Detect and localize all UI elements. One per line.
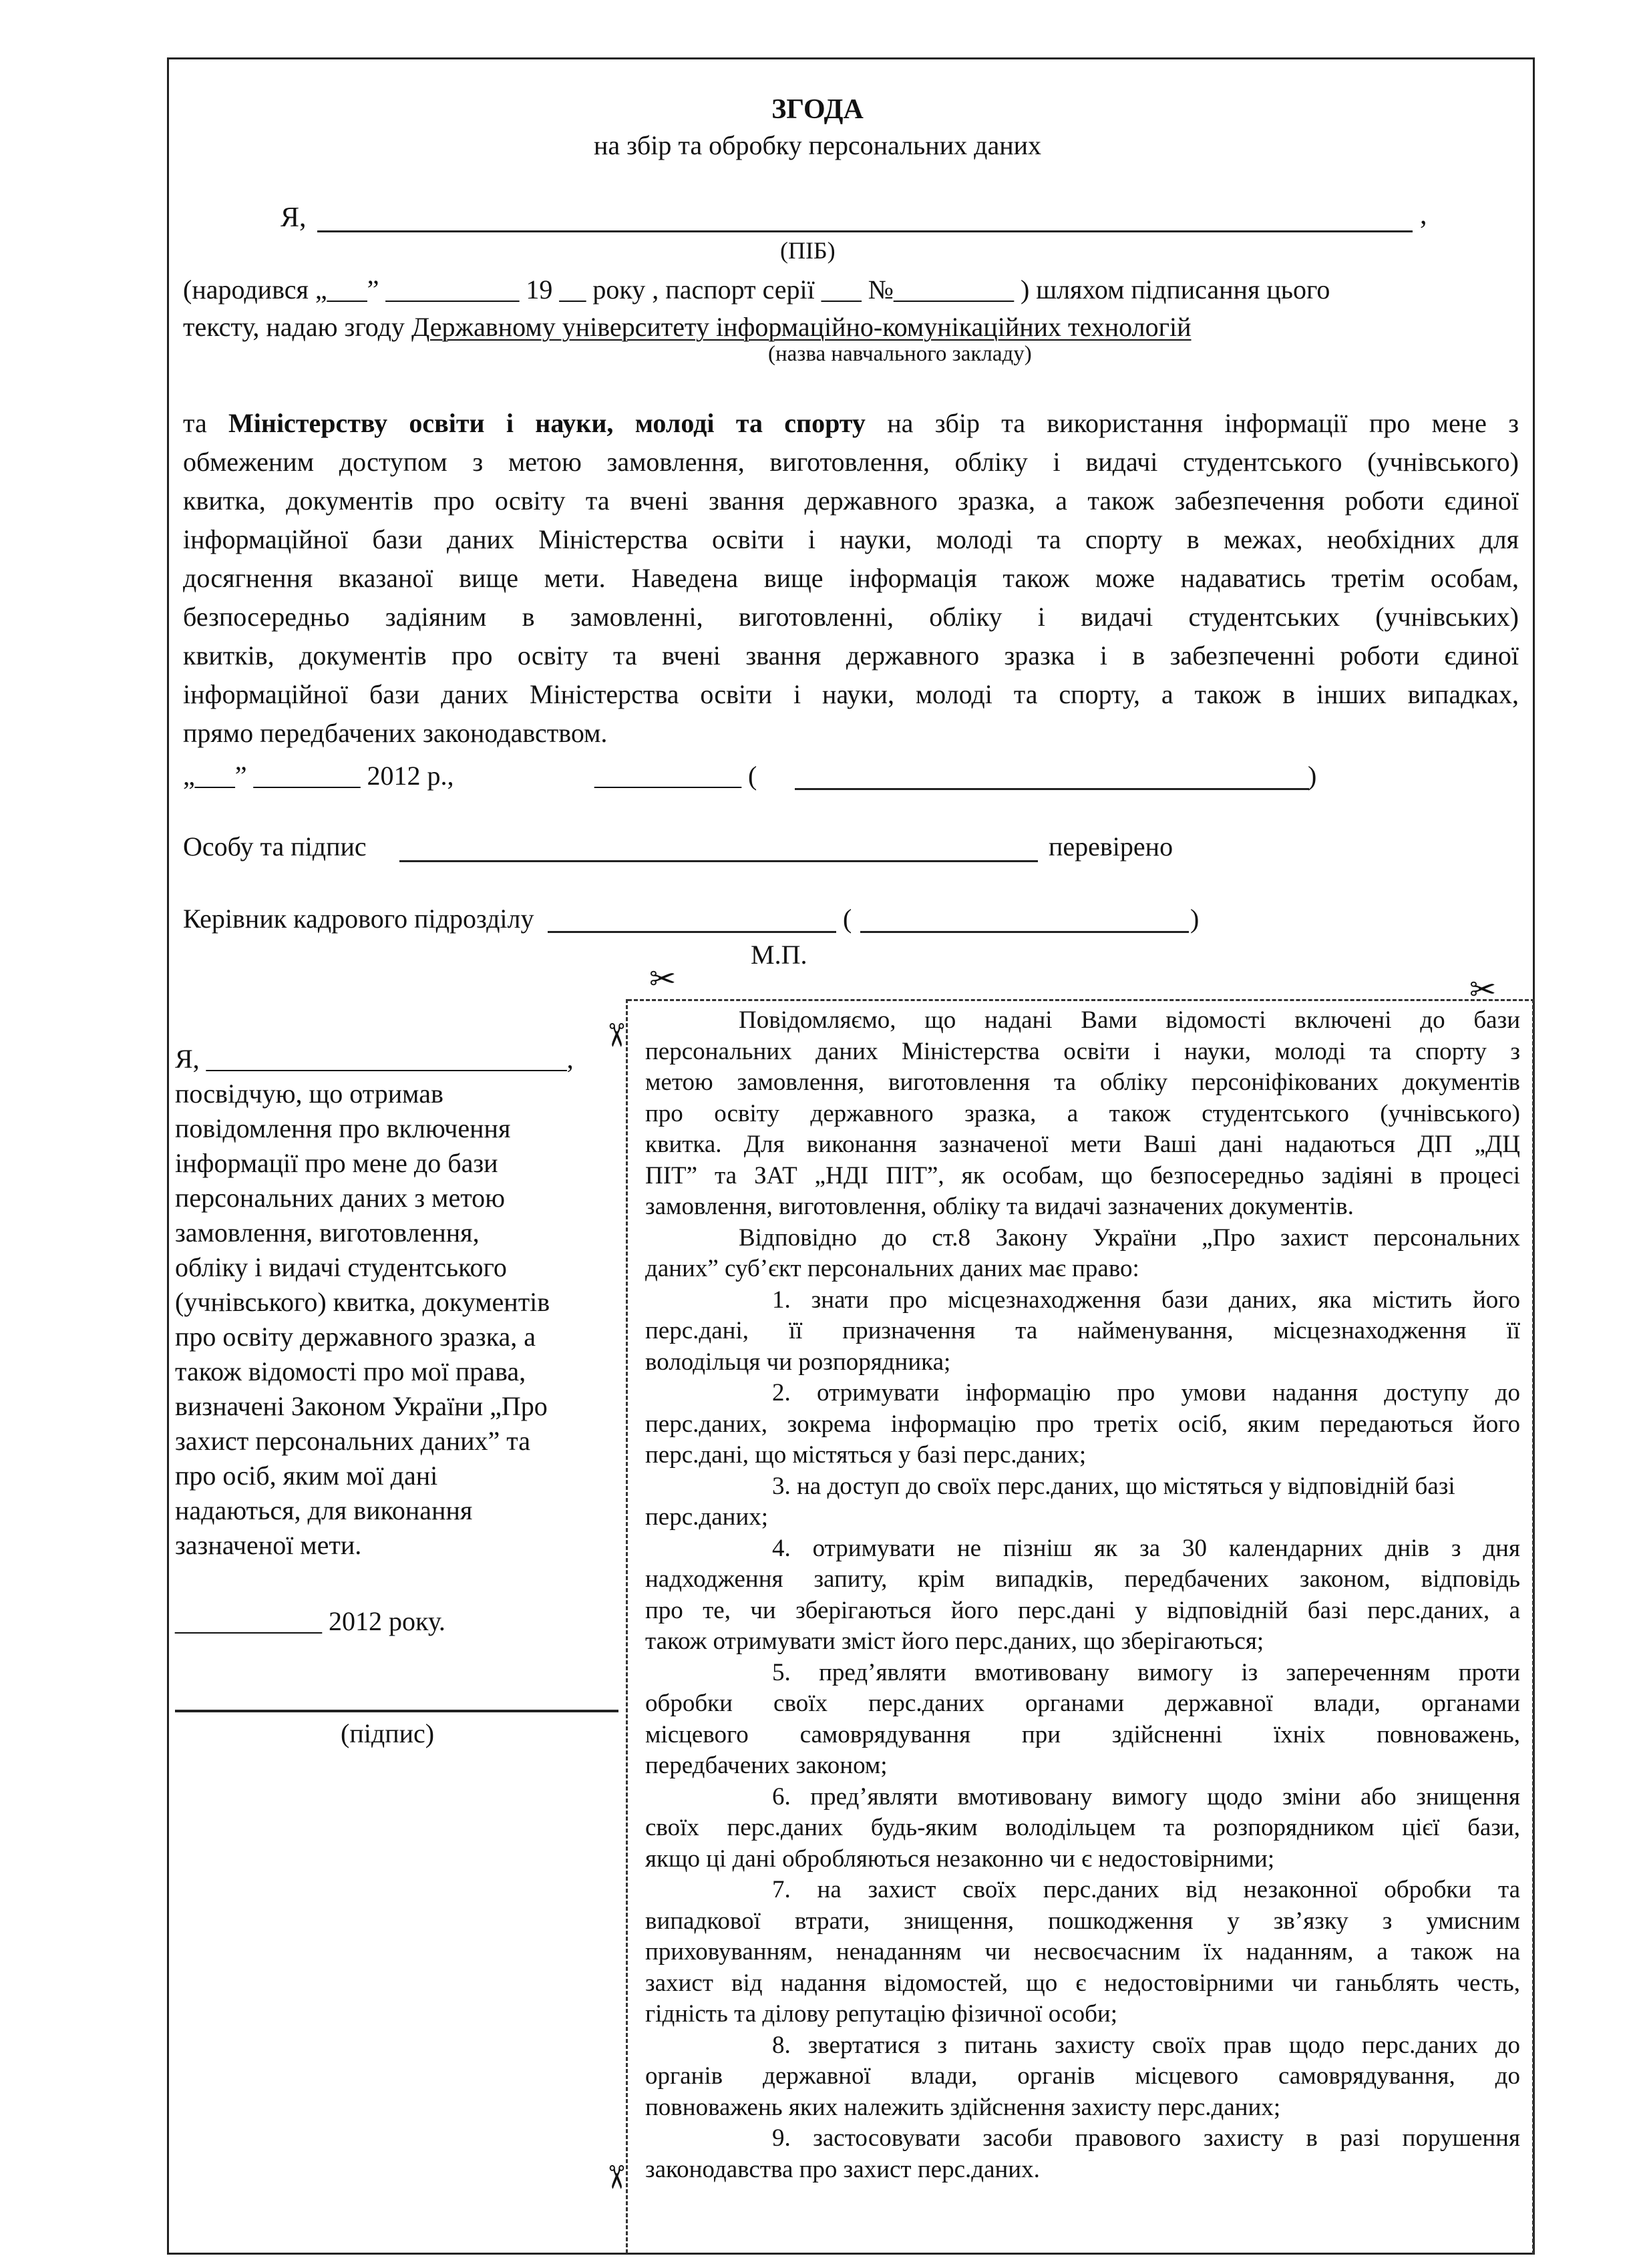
notice-text — [645, 1005, 1520, 2185]
document-title: ЗГОДА — [771, 94, 864, 125]
institution-caption: (назва навчального закладу) — [768, 342, 1032, 366]
hr-head-open: ( — [843, 904, 852, 934]
scissors-icon: ✂ — [597, 1021, 635, 1049]
notice-line: приховуванням, ненаданням чи несвоєчасним їх наданням, а також на — [645, 1938, 1520, 1965]
notice-line: замовлення, виготовлення, обліку та видачі зазначених документів. — [645, 1193, 1354, 1220]
scissors-icon: ✂ — [649, 960, 677, 998]
consent-line: тексту, надаю згоду Державному університету інформаційно-комунікаційних технологій — [183, 312, 1192, 342]
notice-line: квитка. Для виконання зазначеної мети Ваші дані надаються ДП „ДЦ — [645, 1131, 1520, 1158]
institution-name: Державному університету інформаційно-комунікаційних технологій — [411, 312, 1192, 342]
notice-line: Відповідно до ст.8 Закону України „Про захист персональних — [739, 1223, 1520, 1252]
name-suffix: , — [1420, 200, 1427, 230]
notice-line: володільця чи розпорядника; — [645, 1348, 951, 1376]
ministry-name: Міністерству освіти і науки, молоді та спорту — [228, 408, 866, 438]
notice-line: про те, чи зберігаються його перс.дані у відповідній базі перс.даних, а — [645, 1596, 1520, 1624]
scissors-icon: ✂ — [597, 2163, 635, 2191]
notice-line: 4. отримувати не пізніш як за 30 календарних днів з дня — [772, 1534, 1520, 1562]
notice-line: 1. знати про місцезнаходження бази даних, яка містить його — [772, 1286, 1520, 1314]
notice-line: метою замовлення, виготовлення та обліку персоніфікованих документів — [645, 1069, 1520, 1096]
signature-field[interactable]: ___________ ( — [594, 761, 757, 791]
verify-label: Особу та підпис — [183, 831, 367, 862]
signature-close: ) — [1308, 761, 1317, 791]
notice-line: перс.дані, що містяться у базі перс.даних; — [645, 1441, 1087, 1469]
notice-line: випадкової втрати, знищення, пошкодження у зв’язку з умисним — [645, 1907, 1520, 1935]
receipt-signature-line[interactable] — [175, 1710, 618, 1712]
stamp-place: М.П. — [751, 940, 807, 970]
notice-line: також отримувати зміст його перс.даних, що зберігаються; — [645, 1628, 1264, 1655]
hr-head-name-line[interactable] — [860, 931, 1189, 933]
notice-line: передбачених законом; — [645, 1752, 888, 1779]
birth-passport-line: (народився „___” __________ 19 __ року , паспорт серії ___ №_________ ) шляхом підписання цього — [183, 274, 1330, 305]
notice-line: 5. пред’являти вмотивовану вимогу із запереченням проти — [772, 1658, 1520, 1686]
notice-line: законодавства про захист перс.даних. — [645, 2155, 1040, 2183]
notice-line: ПІТ” та ЗАТ „НДІ ПІТ”, як особам, що безпосередньо задіяні в процесі — [645, 1161, 1520, 1189]
document-subtitle: на збір та обробку персональних даних — [593, 130, 1042, 160]
notice-line: перс.даних, зокрема інформацію про третіх осіб, яким передаються його — [645, 1410, 1520, 1438]
notice-line: Повідомляємо, що надані Вами відомості включені до бази — [739, 1006, 1520, 1034]
pib-caption: (ПІБ) — [780, 237, 836, 264]
notice-line: даних” суб’єкт персональних даних має право: — [645, 1255, 1139, 1282]
hr-head-sign-line[interactable] — [548, 931, 836, 933]
notice-line: місцевого самоврядування при здійсненні їхніх повноважень, — [645, 1720, 1520, 1748]
notice-line: перс.даних; — [645, 1503, 769, 1531]
notice-line: 9. застосовувати засоби правового захисту в разі порушення — [772, 2124, 1520, 2152]
hr-head-close: ) — [1190, 904, 1200, 934]
name-prefix: Я, — [281, 202, 307, 233]
name-line[interactable] — [317, 230, 1413, 232]
notice-line: надходження запиту, крім випадків, передбачених законом, відповідь — [645, 1565, 1520, 1593]
notice-line: 6. пред’являти вмотивовану вимогу щодо зміни або знищення — [772, 1782, 1520, 1811]
verify-suffix: перевірено — [1049, 831, 1173, 862]
notice-line: своїх перс.даних будь-яким володільцем та розпорядником цієї бази, — [645, 1814, 1520, 1841]
cut-line-top — [628, 999, 1535, 1001]
notice-line: гідність та ділову репутацію фізичної особи; — [645, 2000, 1117, 2028]
scissors-icon: ✂ — [1469, 971, 1497, 1008]
verify-line[interactable] — [399, 860, 1038, 862]
hr-head-label: Керівник кадрового підрозділу — [183, 904, 534, 934]
receipt-text: Я, ___________________________, посвідчую, що отримав повідомлення про включення інформації про мене до бази персональних даних з метою замовлення, виготовлення, обліку і видачі студентського (учнівського) квитка, документів про освіту державного зразка, а також відомості про мої права, визначені Законом України „Про захист персональних даних” та про осіб, яким мої дані надаються, для виконання зазначеної мети. — [175, 1044, 574, 1560]
signature-name-line[interactable] — [795, 788, 1309, 790]
notice-line: 3. на доступ до своїх перс.даних, що містяться у відповідній базі — [772, 1472, 1455, 1500]
date-signature-line[interactable]: „___” ________ 2012 р., — [183, 761, 454, 791]
notice-line: обробки своїх перс.даних органами державної влади, органами — [645, 1690, 1520, 1717]
notice-line: 2. отримувати інформацію про умови надання доступу до — [772, 1379, 1520, 1406]
receipt-date[interactable]: ___________ 2012 року. — [175, 1606, 445, 1636]
notice-line: перс.дані, її призначення та найменування, місцезнаходження її — [645, 1317, 1520, 1344]
cut-line-right — [1532, 999, 1534, 2255]
notice-line: персональних даних Міністерства освіти і науки, молоді та спорту з — [645, 1037, 1520, 1065]
notice-line: про освіту державного зразка, а також студентського (учнівського) — [645, 1099, 1520, 1127]
notice-line: захист від надання відомостей, що є недостовірними чи ганьблять честь, — [645, 1969, 1520, 1997]
receipt-signature-caption: (підпис) — [341, 1718, 435, 1748]
notice-line: якщо ці дані обробляються незаконно чи є недостовірними; — [645, 1845, 1275, 1873]
notice-line: 8. звертатися з питань захисту своїх прав щодо перс.даних до — [772, 2031, 1520, 2059]
consent-paragraph: та Міністерству освіти і науки, молоді та спорту на збір та використання інформації про мене з обмеженим доступом з метою замовлення, виготовлення, обліку і видачі студентського (учнівського) квитка, документів про освіту та вчені звання державного зразка, а також забезпечення роботи єдиної інформаційної бази даних Міністерства освіти і науки, молоді та спорту в межах, необхідних для досягнення вказаної вище мети. Наведена вище інформація також може надаватись третім особам, безпосередньо задіяним в замовленні, виготовленні, обліку і видачі студентських (учнівських) квитків, документів про освіту та вчені звання державного зразка і в забезпеченні роботи єдиної інформаційної бази даних Міністерства освіти і науки, молоді та спорту, а також в інших випадках, прямо передбачених законодавством. — [183, 408, 1519, 748]
notice-line: повноважень яких належить здійснення захисту перс.даних; — [645, 2093, 1281, 2121]
notice-line: 7. на захист своїх перс.даних від незаконної обробки та — [772, 1876, 1520, 1903]
notice-line: органів державної влади, органів місцевого самоврядування, до — [645, 2062, 1520, 2090]
